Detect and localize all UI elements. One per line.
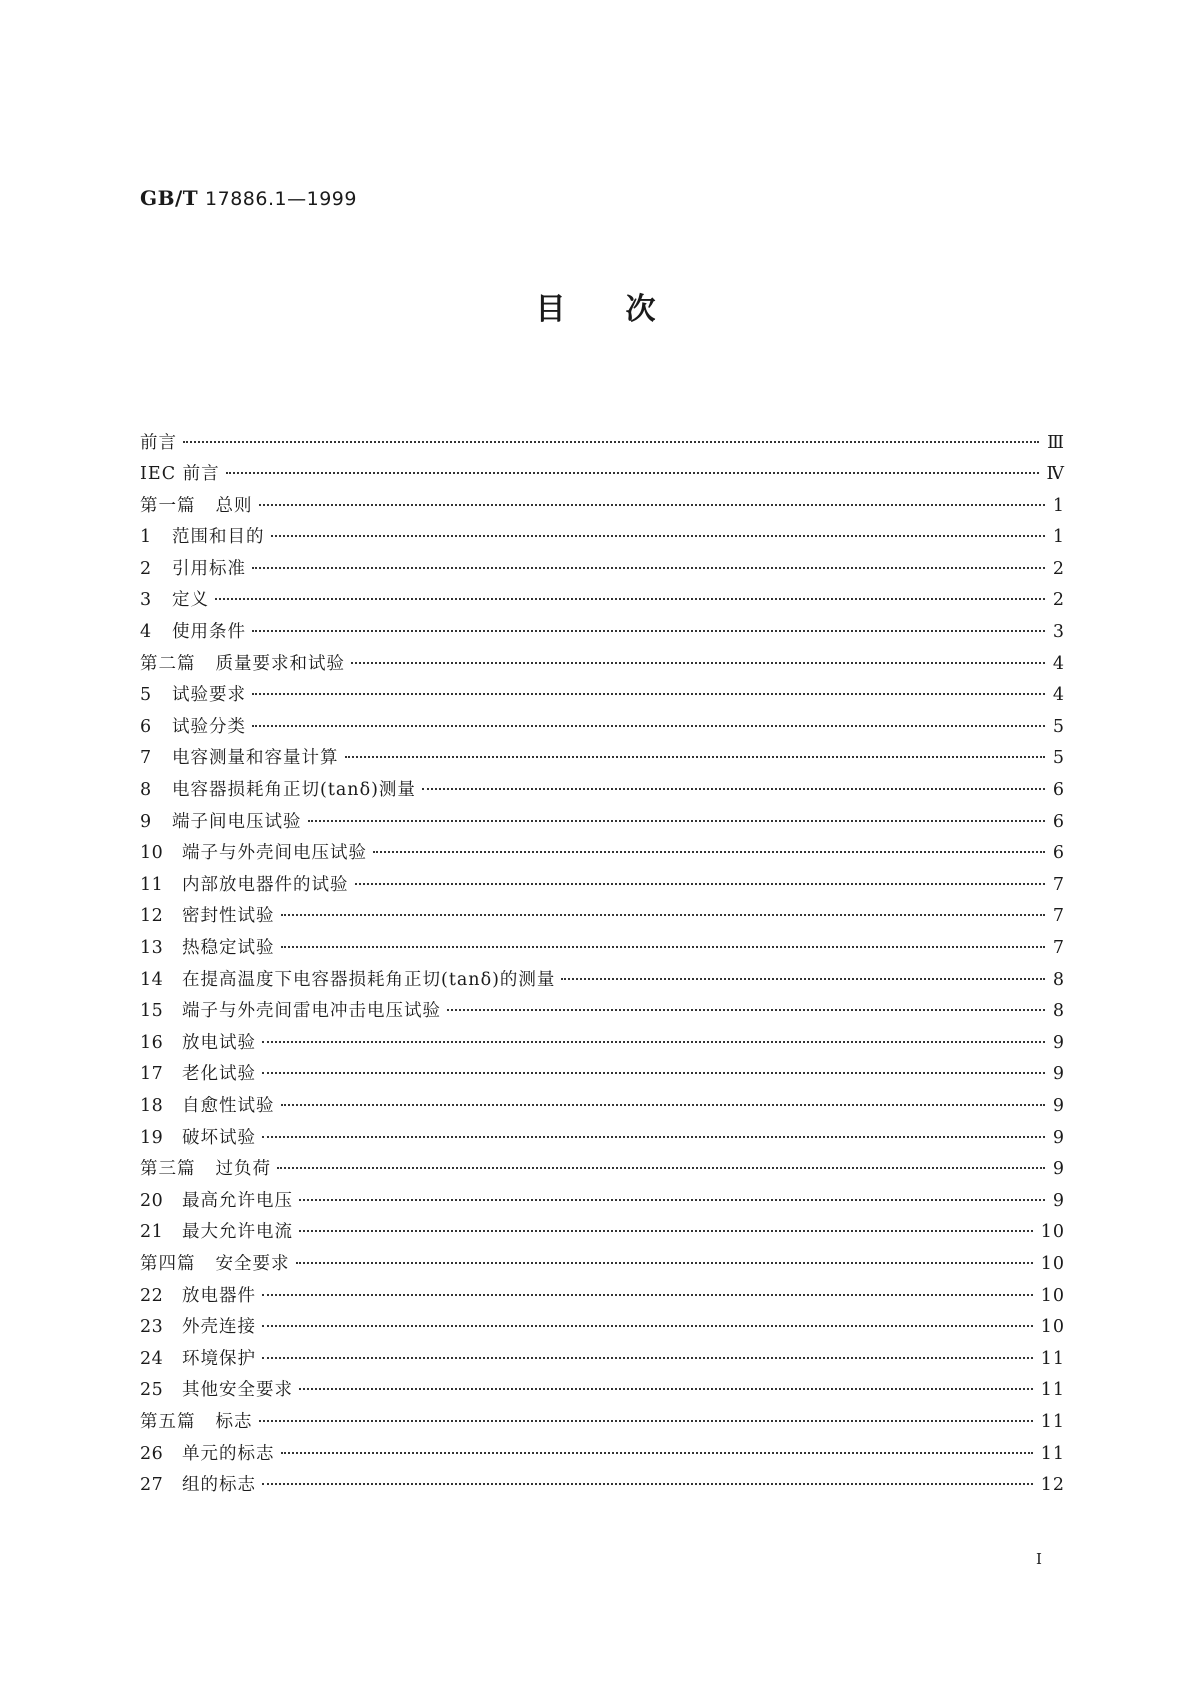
toc-entry-number: 2 — [140, 558, 152, 579]
toc-entry-title: 在提高温度下电容器损耗角正切(tanδ)的测量 — [182, 969, 556, 990]
toc-entry-title: 引用标准 — [172, 558, 246, 579]
toc-entry-title: 外壳连接 — [182, 1317, 256, 1338]
toc-entry-title: 安全要求 — [215, 1253, 290, 1274]
toc-dot-leader — [281, 1434, 1033, 1454]
toc-entry-number: 26 — [140, 1443, 164, 1464]
standard-code-prefix: GB/T — [140, 186, 199, 210]
toc-page-number: 12 — [1040, 1475, 1065, 1496]
table-of-contents — [140, 428, 1065, 1502]
toc-dot-leader — [351, 644, 1045, 664]
toc-page-number: 9 — [1052, 1064, 1065, 1085]
toc-dot-leader — [271, 518, 1045, 538]
toc-dot-leader — [299, 1213, 1033, 1233]
toc-entry-number: 17 — [140, 1064, 164, 1085]
toc-page-number: 9 — [1052, 1095, 1065, 1116]
toc-dot-leader — [259, 486, 1045, 506]
standard-code-number: 17886.1—1999 — [205, 188, 357, 210]
toc-page-number: 9 — [1052, 1127, 1065, 1148]
toc-entry-number: 15 — [140, 1001, 164, 1022]
toc-dot-leader — [226, 455, 1039, 475]
toc-dot-leader — [183, 423, 1039, 443]
toc-page-number: 3 — [1052, 622, 1065, 643]
toc-entry-title: 端子间电压试验 — [172, 811, 302, 832]
toc-page-number: 9 — [1052, 1032, 1065, 1053]
toc-entry-title: 范围和目的 — [172, 527, 265, 548]
toc-dot-leader — [281, 1086, 1045, 1106]
toc-entry-number: 1 — [140, 527, 152, 548]
toc-entry-title: 质量要求和试验 — [215, 653, 345, 674]
toc-dot-leader — [262, 1339, 1033, 1359]
toc-page-number: 9 — [1052, 1190, 1065, 1211]
toc-entry-title: 热稳定试验 — [182, 938, 275, 958]
toc-page-number: 10 — [1040, 1317, 1065, 1338]
toc-page-number: 11 — [1040, 1348, 1065, 1369]
toc-entry-title: 其他安全要求 — [182, 1380, 293, 1401]
toc-entry-title: 电容器损耗角正切(tanδ)测量 — [172, 780, 416, 801]
toc-entry-number: 19 — [140, 1127, 164, 1148]
toc-page-number: 2 — [1052, 558, 1065, 579]
standard-code — [140, 186, 357, 210]
toc-entry-title: 过负荷 — [215, 1159, 271, 1180]
toc-entry-number: 11 — [140, 874, 164, 895]
toc-page-number: 10 — [1040, 1285, 1065, 1306]
toc-dot-leader — [252, 613, 1045, 633]
toc-dot-leader — [259, 1402, 1033, 1422]
toc-page-number: 11 — [1040, 1443, 1065, 1464]
toc-entry-title: 破坏试验 — [182, 1127, 256, 1148]
toc-entry-title: 放电试验 — [182, 1032, 256, 1053]
toc-dot-leader — [561, 960, 1044, 980]
toc-page-number: 7 — [1052, 938, 1065, 958]
toc-entry-number: 16 — [140, 1032, 164, 1053]
toc-entry-title: 放电器件 — [182, 1285, 256, 1306]
toc-page-number: 9 — [1052, 1159, 1065, 1180]
toc-page-number: Ⅳ — [1046, 464, 1065, 485]
toc-entry-number: 21 — [140, 1222, 164, 1243]
toc-entry-number: 6 — [140, 716, 152, 737]
toc-entry-title: 老化试验 — [182, 1064, 256, 1085]
toc-page-number: 8 — [1052, 1001, 1065, 1022]
toc-page-number: 11 — [1040, 1380, 1065, 1401]
toc-entry-title: 总则 — [215, 495, 253, 516]
toc-dot-leader — [422, 771, 1045, 791]
toc-entry-title: 密封性试验 — [182, 906, 275, 927]
toc-dot-leader — [262, 1276, 1033, 1296]
toc-entry-title: 使用条件 — [172, 622, 246, 643]
toc-entry-number: 7 — [140, 748, 152, 769]
toc-page-number: 5 — [1052, 748, 1065, 769]
toc-entry-title: 自愈性试验 — [182, 1095, 275, 1116]
toc-entry-title: 前言 — [140, 432, 177, 453]
toc-page-number: 10 — [1040, 1253, 1065, 1274]
toc-entry-title: 定义 — [172, 590, 209, 611]
toc-dot-leader — [281, 929, 1045, 949]
toc-entry-number: 20 — [140, 1190, 164, 1211]
toc-entry-title: 端子与外壳间电压试验 — [182, 843, 367, 864]
toc-page-number: 6 — [1052, 780, 1065, 801]
toc-page-number: 1 — [1052, 495, 1065, 516]
toc-entry-number: 9 — [140, 811, 152, 832]
toc-dot-leader — [215, 581, 1045, 601]
toc-entry-number: 25 — [140, 1380, 164, 1401]
toc-page-number: 10 — [1040, 1222, 1065, 1243]
toc-entry-title: 单元的标志 — [182, 1443, 275, 1464]
toc-entry-number: 27 — [140, 1475, 164, 1496]
toc-dot-leader — [252, 549, 1045, 569]
toc-entry-number: 18 — [140, 1095, 164, 1116]
page-title: 目次 — [535, 292, 716, 327]
toc-entry-number: 23 — [140, 1317, 164, 1338]
toc-entry-number: 3 — [140, 590, 152, 611]
toc-entry-title: 环境保护 — [182, 1348, 256, 1369]
toc-entry-number: 10 — [140, 843, 164, 864]
toc-dot-leader — [355, 865, 1045, 885]
toc-page-number: 7 — [1052, 906, 1065, 927]
toc-entry-number: 22 — [140, 1285, 164, 1306]
toc-dot-leader — [262, 1118, 1045, 1138]
toc-dot-leader — [299, 1181, 1045, 1201]
toc-part-label: 第四篇 — [140, 1253, 196, 1274]
toc-page-number: 5 — [1052, 716, 1065, 737]
toc-page-number: 2 — [1052, 590, 1065, 611]
toc-dot-leader — [262, 1055, 1045, 1075]
toc-page-number: 7 — [1052, 874, 1065, 895]
toc-dot-leader — [447, 992, 1045, 1012]
toc-entry-title: 组的标志 — [182, 1475, 256, 1496]
toc-entry-number: 13 — [140, 938, 164, 958]
toc-entry-title: 最高允许电压 — [182, 1190, 293, 1211]
toc-page-number: 6 — [1052, 843, 1065, 864]
toc-dot-leader — [299, 1371, 1033, 1391]
toc-part-label: 第三篇 — [140, 1159, 196, 1180]
toc-dot-leader — [345, 739, 1045, 759]
toc-page-number: 8 — [1052, 969, 1065, 990]
toc-entry-title: 端子与外壳间雷电冲击电压试验 — [182, 1001, 441, 1022]
toc-part-label: 第五篇 — [140, 1411, 196, 1432]
toc-dot-leader — [262, 1023, 1045, 1043]
toc-page-number: 4 — [1052, 685, 1065, 706]
toc-dot-leader — [252, 676, 1045, 696]
toc-page-number: Ⅲ — [1047, 432, 1065, 453]
toc-page-number: 4 — [1052, 653, 1065, 674]
toc-entry-title: 试验分类 — [172, 716, 246, 737]
toc-dot-leader — [373, 834, 1045, 854]
toc-entry-number: 14 — [140, 969, 164, 990]
toc-dot-leader — [281, 897, 1045, 917]
toc-entry-title: 标志 — [215, 1411, 253, 1432]
toc-entry-title: 最大允许电流 — [182, 1222, 293, 1243]
toc-page-number: 1 — [1052, 527, 1065, 548]
toc-part-label: 第二篇 — [140, 653, 196, 674]
toc-entry-title: IEC 前言 — [140, 464, 220, 485]
toc-dot-leader — [262, 1466, 1033, 1486]
toc-part-label: 第一篇 — [140, 495, 196, 516]
toc-entry-number: 8 — [140, 780, 152, 801]
toc-entry-number: 5 — [140, 685, 152, 706]
toc-entry-title: 内部放电器件的试验 — [182, 874, 349, 895]
toc-entry-number: 24 — [140, 1348, 164, 1369]
toc-entry-number: 4 — [140, 622, 152, 643]
page-number: I — [1036, 1550, 1042, 1568]
toc-dot-leader — [296, 1244, 1033, 1264]
toc-page-number: 11 — [1040, 1411, 1065, 1432]
toc-entry-number: 12 — [140, 906, 164, 927]
toc-dot-leader — [277, 1150, 1045, 1170]
toc-dot-leader — [252, 707, 1045, 727]
toc-entry-title: 试验要求 — [172, 685, 246, 706]
toc-entry-title: 电容测量和容量计算 — [172, 748, 339, 769]
toc-entry[interactable] — [140, 1471, 1065, 1503]
toc-page-number: 6 — [1052, 811, 1065, 832]
toc-dot-leader — [308, 802, 1045, 822]
toc-dot-leader — [262, 1308, 1033, 1328]
